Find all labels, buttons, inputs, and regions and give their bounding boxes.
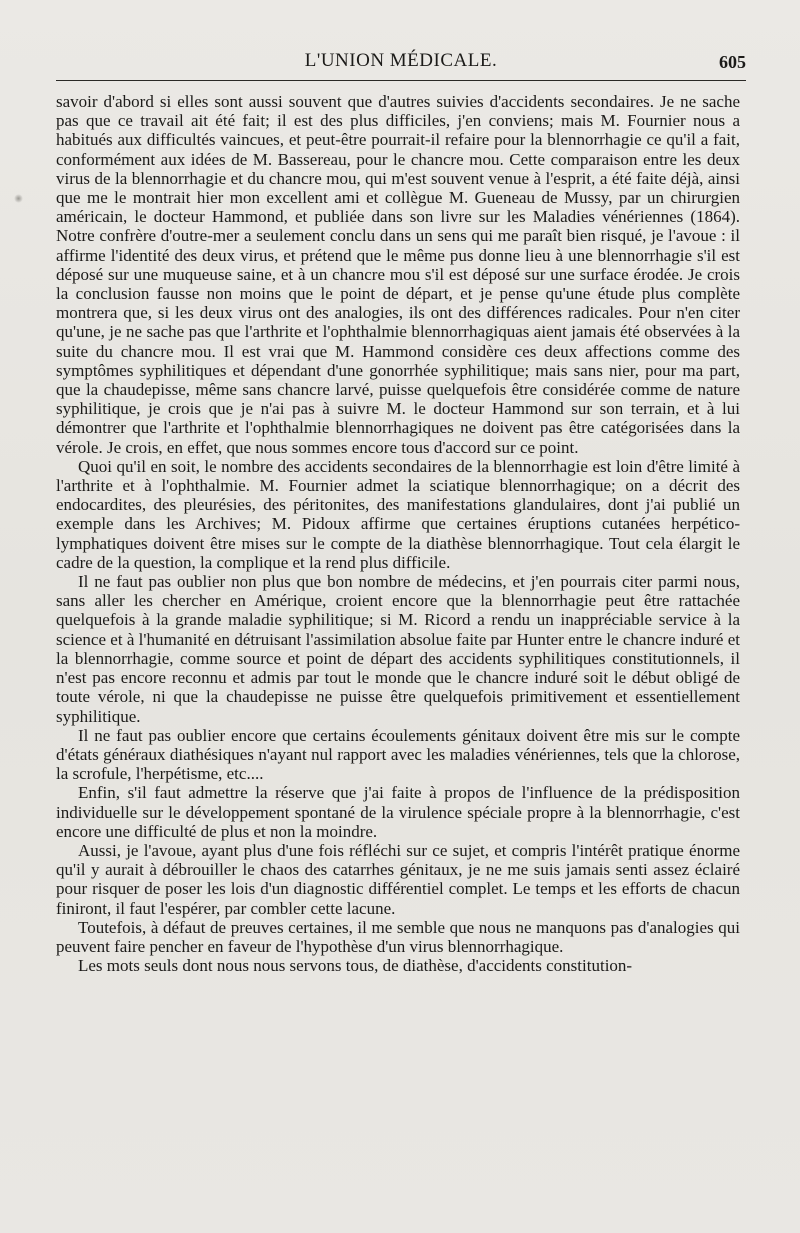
page-header: [56, 46, 746, 76]
paragraph: Il ne faut pas oublier encore que certains écoulements génitaux doivent être mis sur le compte d'états généraux diathésiques n'ayant nul rapport avec les maladies vénériennes, tels que la chlorose, la scrofule, l'herpétisme, etc....: [56, 725, 740, 784]
header-rule: [56, 80, 746, 81]
paragraph: Les mots seuls dont nous nous servons tous, de diathèse, d'accidents constitution-: [78, 956, 633, 976]
paragraph: savoir d'abord si elles sont aussi souvent que d'autres suivies d'accidents secondaires. Je ne sache pas que ce travail ait été fait; il est des plus difficiles, j'en conviens; mais M. Fournier nous a habitués aux difficultés vaincues, et peut-être pourrait-il refaire pour la blennorrhagie ce qu'il a fait, conformément aux idées de M. Bassereau, pour le chancre mou. Cette comparaison entre les deux virus de la blennorrhagie et du chancre mou, qui m'est souvent venue à l'esprit, a été faite déjà, ainsi que me le montrait hier mon excellent ami et collègue M. Gueneau de Mussy, par un chirurgien américain, le docteur Hammond, et publiée dans son livre sur les Maladies vénériennes (1864). Notre confrère d'outre-mer a seulement conclu dans un sens qui me paraît bien risqué, je l'avoue : il affirme l'identité des deux virus, et prétend que le même pus donne lieu à une blennorrhagie s'il est déposé sur une muqueuse saine, et à un chancre mou s'il est déposé sur une surface érodée. Je crois la conclusion fausse non moins que le point de départ, et je pense qu'une étude plus complète montrera que, si les deux virus ont des analogies, ils ont des différences radicales. Pour n'en citer qu'une, je ne sache pas que l'arthrite et l'ophthalmie blennorrhagiquas aient jamais été observées à la suite du chancre mou. Il est vrai que M. Hammond considère ces deux affections comme des symptômes syphilitiques et dépendant d'une gonorrhée syphilitique; mais sans nier, pour ma part, que la chaudepisse, même sans chancre larvé, puisse quelquefois être considérée comme de nature syphilitique, je crois que je n'ai pas à suivre M. le docteur Hammond sur son terrain, et à lui démontrer que l'arthrite et l'ophthalmie blennorrhagiques ne doivent pas être catégorisées dans la vérole. Je crois, en effet, que nous sommes encore tous d'accord sur ce point.: [56, 92, 740, 457]
paragraph: Il ne faut pas oublier non plus que bon nombre de médecins, et j'en pourrais citer parmi nous, sans aller les chercher en Amérique, croient encore que la blennorrhagie peut être rattachée quelquefois à la grande maladie syphilitique; si M. Ricord a rendu un inappréciable service à la science et à l'humanité en détruisant l'assimilation absolue faite par Hunter entre le chancre induré et la blennorrhagie, comme source et point de départ des accidents syphilitiques constitutionnels, il n'est pas encore reconnu et admis par tout le monde que le chancre induré soit le début obligé de toute vérole, ni que la chaudepisse ne puisse être quelquefois primitivement et essentiellement syphilitique.: [56, 572, 740, 726]
page-number: 605: [719, 52, 746, 72]
paragraph: Toutefois, à défaut de preuves certaines, il me semble que nous ne manquons pas d'analogies qui peuvent faire pencher en faveur de l'hypothèse d'un virus blennorrhagique.: [56, 917, 740, 956]
body-text: [56, 92, 740, 975]
paragraph: Enfin, s'il faut admettre la réserve que j'ai faite à propos de l'influence de la prédisposition individuelle sur le développement spontané de la virulence spéciale propre à la blennorrhagie, c'est encore une difficulté de plus et non la moindre.: [56, 783, 740, 841]
running-head: L'UNION MÉDICALE.: [304, 50, 498, 71]
paragraph: Aussi, je l'avoue, ayant plus d'une fois réfléchi sur ce sujet, et compris l'intérêt pratique énorme qu'il y aurait à débrouiller le chaos des catarrhes génitaux, je ne me suis jamais senti assez éclairé pour risquer de poser les lois d'un diagnostic différentiel complet. Le temps et les efforts de chacun finiront, il faut l'espérer, par combler cette lacune.: [56, 840, 740, 918]
paragraph: Quoi qu'il en soit, le nombre des accidents secondaires de la blennorrhagie est loin d'être limité à l'arthrite et à l'ophthalmie. M. Fournier admet la sciatique blennorrhagique; on a décrit des endocardites, des pleurésies, des péritonites, des manifestations glandulaires, dont j'ai publié un exemple dans les Archives; M. Pidoux affirme que certaines éruptions cutanées herpético-lymphatiques doivent être mises sur le compte de la diathèse blennorrhagique. Tout cela élargit le cadre de la question, la complique et la rend plus difficile.: [56, 456, 740, 572]
ink-smudge: [14, 194, 23, 203]
